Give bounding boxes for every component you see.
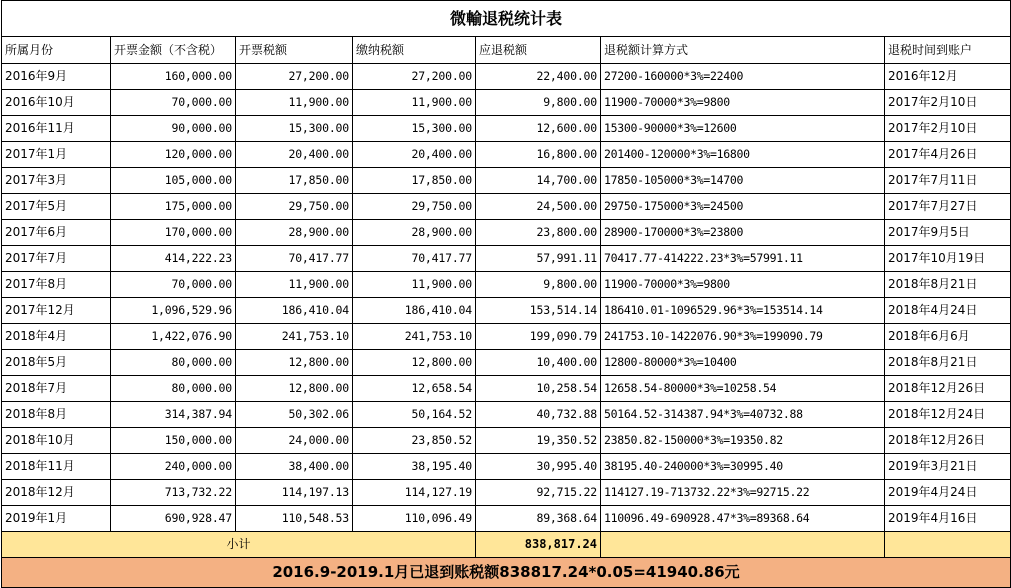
cell-invoice-amount[interactable]: 690,928.47 (111, 506, 236, 532)
cell-refund-due[interactable]: 10,258.54 (476, 376, 601, 402)
table-row (2, 194, 1011, 220)
cell-refund-due[interactable]: 19,350.52 (476, 428, 601, 454)
cell-invoice-tax[interactable]: 11,900.00 (236, 272, 353, 298)
table-row (2, 90, 1011, 116)
cell-invoice-amount[interactable]: 314,387.94 (111, 402, 236, 428)
subtotal-row (2, 532, 1011, 558)
cell-calc-method[interactable]: 114127.19-713732.22*3%=92715.22 (601, 480, 885, 506)
cell-invoice-amount[interactable]: 90,000.00 (111, 116, 236, 142)
cell-refund-due[interactable]: 16,800.00 (476, 142, 601, 168)
cell-paid-tax[interactable]: 29,750.00 (353, 194, 476, 220)
cell-paid-tax[interactable]: 38,195.40 (353, 454, 476, 480)
cell-month[interactable]: 2017年6月 (2, 220, 111, 246)
cell-refund-due[interactable]: 10,400.00 (476, 350, 601, 376)
header-paid-tax[interactable]: 缴纳税额 (353, 37, 476, 64)
cell-invoice-amount[interactable]: 1,422,076.90 (111, 324, 236, 350)
table-row (2, 220, 1011, 246)
cell-refund-date[interactable]: 2019年4月16日 (885, 506, 1011, 532)
subtotal-empty-cell[interactable] (601, 532, 885, 558)
table-row (2, 350, 1011, 376)
table-row (2, 64, 1011, 90)
cell-invoice-tax[interactable]: 11,900.00 (236, 90, 353, 116)
cell-month[interactable]: 2017年8月 (2, 272, 111, 298)
header-calc-method[interactable]: 退税额计算方式 (601, 37, 885, 64)
cell-invoice-amount[interactable]: 80,000.00 (111, 350, 236, 376)
table-row (2, 454, 1011, 480)
cell-refund-date[interactable]: 2017年2月10日 (885, 116, 1011, 142)
cell-calc-method[interactable]: 11900-70000*3%=9800 (601, 272, 885, 298)
cell-refund-due[interactable]: 24,500.00 (476, 194, 601, 220)
cell-invoice-tax[interactable]: 12,800.00 (236, 350, 353, 376)
tax-refund-table (1, 0, 1011, 588)
cell-paid-tax[interactable]: 110,096.49 (353, 506, 476, 532)
footer-row (2, 558, 1011, 588)
cell-refund-due[interactable]: 57,991.11 (476, 246, 601, 272)
cell-calc-method[interactable]: 12658.54-80000*3%=10258.54 (601, 376, 885, 402)
cell-paid-tax[interactable]: 11,900.00 (353, 90, 476, 116)
cell-refund-due[interactable]: 30,995.40 (476, 454, 601, 480)
cell-invoice-amount[interactable]: 105,000.00 (111, 168, 236, 194)
cell-month[interactable]: 2016年11月 (2, 116, 111, 142)
cell-month[interactable]: 2018年8月 (2, 402, 111, 428)
cell-month[interactable]: 2017年5月 (2, 194, 111, 220)
cell-month[interactable]: 2017年12月 (2, 298, 111, 324)
cell-invoice-tax[interactable]: 38,400.00 (236, 454, 353, 480)
cell-invoice-amount[interactable]: 175,000.00 (111, 194, 236, 220)
cell-calc-method[interactable]: 29750-175000*3%=24500 (601, 194, 885, 220)
cell-month[interactable]: 2018年12月 (2, 480, 111, 506)
table-row (2, 480, 1011, 506)
cell-calc-method[interactable]: 11900-70000*3%=9800 (601, 90, 885, 116)
cell-paid-tax[interactable]: 186,410.04 (353, 298, 476, 324)
cell-paid-tax[interactable]: 15,300.00 (353, 116, 476, 142)
cell-refund-date[interactable]: 2017年9月5日 (885, 220, 1011, 246)
cell-calc-method[interactable]: 15300-90000*3%=12600 (601, 116, 885, 142)
cell-month[interactable]: 2016年9月 (2, 64, 111, 90)
cell-invoice-tax[interactable]: 29,750.00 (236, 194, 353, 220)
cell-invoice-tax[interactable]: 20,400.00 (236, 142, 353, 168)
cell-invoice-tax[interactable]: 70,417.77 (236, 246, 353, 272)
cell-invoice-tax[interactable]: 50,302.06 (236, 402, 353, 428)
cell-invoice-amount[interactable]: 160,000.00 (111, 64, 236, 90)
cell-refund-date[interactable]: 2017年7月27日 (885, 194, 1011, 220)
header-row (2, 37, 1011, 64)
cell-refund-date[interactable]: 2018年12月26日 (885, 376, 1011, 402)
cell-refund-due[interactable]: 92,715.22 (476, 480, 601, 506)
cell-invoice-amount[interactable]: 70,000.00 (111, 90, 236, 116)
cell-paid-tax[interactable]: 50,164.52 (353, 402, 476, 428)
cell-invoice-tax[interactable]: 17,850.00 (236, 168, 353, 194)
cell-invoice-amount[interactable]: 240,000.00 (111, 454, 236, 480)
cell-invoice-tax[interactable]: 27,200.00 (236, 64, 353, 90)
cell-invoice-amount[interactable]: 170,000.00 (111, 220, 236, 246)
cell-refund-date[interactable]: 2017年4月26日 (885, 142, 1011, 168)
cell-calc-method[interactable]: 28900-170000*3%=23800 (601, 220, 885, 246)
cell-refund-due[interactable]: 22,400.00 (476, 64, 601, 90)
table-row (2, 506, 1011, 532)
cell-invoice-tax[interactable]: 114,197.13 (236, 480, 353, 506)
cell-paid-tax[interactable]: 12,658.54 (353, 376, 476, 402)
cell-calc-method[interactable]: 27200-160000*3%=22400 (601, 64, 885, 90)
cell-calc-method[interactable]: 23850.82-150000*3%=19350.82 (601, 428, 885, 454)
cell-month[interactable]: 2017年1月 (2, 142, 111, 168)
cell-invoice-amount[interactable]: 80,000.00 (111, 376, 236, 402)
cell-invoice-tax[interactable]: 241,753.10 (236, 324, 353, 350)
cell-refund-due[interactable]: 9,800.00 (476, 272, 601, 298)
cell-month[interactable]: 2018年11月 (2, 454, 111, 480)
cell-calc-method[interactable]: 12800-80000*3%=10400 (601, 350, 885, 376)
cell-invoice-tax[interactable]: 28,900.00 (236, 220, 353, 246)
header-invoice-amount[interactable]: 开票金额（不含税） (111, 37, 236, 64)
cell-refund-date[interactable]: 2018年12月26日 (885, 428, 1011, 454)
cell-invoice-amount[interactable]: 414,222.23 (111, 246, 236, 272)
cell-refund-due[interactable]: 12,600.00 (476, 116, 601, 142)
cell-paid-tax[interactable]: 12,800.00 (353, 350, 476, 376)
cell-paid-tax[interactable]: 20,400.00 (353, 142, 476, 168)
cell-month[interactable]: 2016年10月 (2, 90, 111, 116)
cell-month[interactable]: 2018年4月 (2, 324, 111, 350)
cell-invoice-amount[interactable]: 1,096,529.96 (111, 298, 236, 324)
cell-refund-due[interactable]: 89,368.64 (476, 506, 601, 532)
cell-refund-date[interactable]: 2019年4月24日 (885, 480, 1011, 506)
cell-refund-due[interactable]: 199,090.79 (476, 324, 601, 350)
cell-refund-date[interactable]: 2018年4月24日 (885, 298, 1011, 324)
table-row (2, 142, 1011, 168)
cell-paid-tax[interactable]: 23,850.52 (353, 428, 476, 454)
cell-refund-due[interactable]: 9,800.00 (476, 90, 601, 116)
cell-refund-due[interactable]: 153,514.14 (476, 298, 601, 324)
cell-invoice-tax[interactable]: 110,548.53 (236, 506, 353, 532)
cell-refund-date[interactable]: 2018年12月24日 (885, 402, 1011, 428)
footer-note[interactable]: 2016.9-2019.1月已退到账税额838817.24*0.05=41940.86元 (2, 558, 1011, 588)
cell-invoice-tax[interactable]: 24,000.00 (236, 428, 353, 454)
cell-refund-date[interactable]: 2016年12月 (885, 64, 1011, 90)
cell-refund-date[interactable]: 2017年7月11日 (885, 168, 1011, 194)
cell-month[interactable]: 2017年7月 (2, 246, 111, 272)
cell-invoice-tax[interactable]: 15,300.00 (236, 116, 353, 142)
cell-invoice-tax[interactable]: 12,800.00 (236, 376, 353, 402)
header-refund-date[interactable]: 退税时间到账户 (885, 37, 1011, 64)
cell-calc-method[interactable]: 186410.01-1096529.96*3%=153514.14 (601, 298, 885, 324)
cell-calc-method[interactable]: 38195.40-240000*3%=30995.40 (601, 454, 885, 480)
cell-calc-method[interactable]: 17850-105000*3%=14700 (601, 168, 885, 194)
cell-paid-tax[interactable]: 241,753.10 (353, 324, 476, 350)
cell-month[interactable]: 2018年7月 (2, 376, 111, 402)
cell-paid-tax[interactable]: 70,417.77 (353, 246, 476, 272)
cell-refund-date[interactable]: 2017年2月10日 (885, 90, 1011, 116)
cell-calc-method[interactable]: 110096.49-690928.47*3%=89368.64 (601, 506, 885, 532)
cell-month[interactable]: 2017年3月 (2, 168, 111, 194)
cell-refund-date[interactable]: 2018年8月21日 (885, 272, 1011, 298)
cell-paid-tax[interactable]: 17,850.00 (353, 168, 476, 194)
cell-invoice-amount[interactable]: 120,000.00 (111, 142, 236, 168)
cell-refund-due[interactable]: 23,800.00 (476, 220, 601, 246)
cell-month[interactable]: 2019年1月 (2, 506, 111, 532)
cell-calc-method[interactable]: 241753.10-1422076.90*3%=199090.79 (601, 324, 885, 350)
subtotal-label[interactable]: 小计 (2, 532, 476, 558)
cell-month[interactable]: 2018年5月 (2, 350, 111, 376)
cell-paid-tax[interactable]: 27,200.00 (353, 64, 476, 90)
header-month[interactable]: 所属月份 (2, 37, 111, 64)
cell-refund-date[interactable]: 2018年8月21日 (885, 350, 1011, 376)
title-row (2, 1, 1011, 37)
cell-refund-date[interactable]: 2019年3月21日 (885, 454, 1011, 480)
table-row (2, 428, 1011, 454)
cell-calc-method[interactable]: 50164.52-314387.94*3%=40732.88 (601, 402, 885, 428)
table-row (2, 168, 1011, 194)
cell-calc-method[interactable]: 201400-120000*3%=16800 (601, 142, 885, 168)
cell-paid-tax[interactable]: 114,127.19 (353, 480, 476, 506)
cell-refund-date[interactable]: 2017年10月19日 (885, 246, 1011, 272)
cell-invoice-tax[interactable]: 186,410.04 (236, 298, 353, 324)
table-row (2, 324, 1011, 350)
cell-refund-due[interactable]: 14,700.00 (476, 168, 601, 194)
subtotal-empty-cell[interactable] (885, 532, 1011, 558)
cell-invoice-amount[interactable]: 713,732.22 (111, 480, 236, 506)
cell-month[interactable]: 2018年10月 (2, 428, 111, 454)
header-refund-due[interactable]: 应退税额 (476, 37, 601, 64)
table-row (2, 376, 1011, 402)
table-row (2, 272, 1011, 298)
table-row (2, 246, 1011, 272)
cell-calc-method[interactable]: 70417.77-414222.23*3%=57991.11 (601, 246, 885, 272)
table-row (2, 402, 1011, 428)
table-row (2, 298, 1011, 324)
table-title[interactable]: 微輸退税统计表 (2, 1, 1011, 37)
subtotal-value[interactable]: 838,817.24 (476, 532, 601, 558)
header-invoice-tax[interactable]: 开票税额 (236, 37, 353, 64)
cell-invoice-amount[interactable]: 70,000.00 (111, 272, 236, 298)
cell-refund-due[interactable]: 40,732.88 (476, 402, 601, 428)
table-row (2, 116, 1011, 142)
cell-paid-tax[interactable]: 28,900.00 (353, 220, 476, 246)
cell-invoice-amount[interactable]: 150,000.00 (111, 428, 236, 454)
cell-paid-tax[interactable]: 11,900.00 (353, 272, 476, 298)
cell-refund-date[interactable]: 2018年6月6月 (885, 324, 1011, 350)
